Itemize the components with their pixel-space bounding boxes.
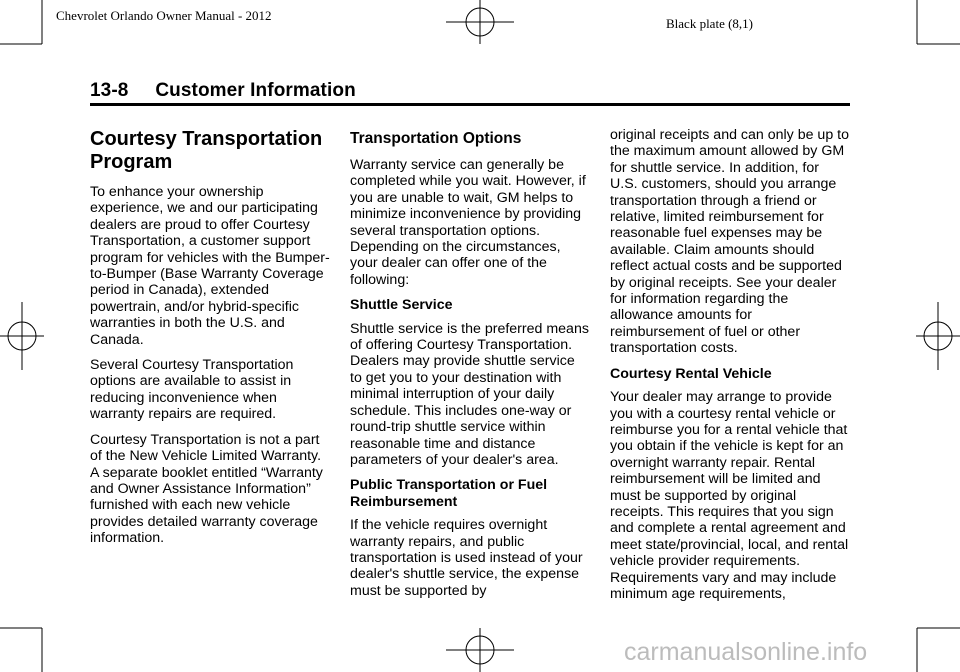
- rental-text: Your dealer may arrange to provide you with a courtesy rental vehicle or reimburse you for a rental vehicle that you obtain if the vehicle is kept for an overnight warranty repair. Rental reimbursement will be limited and must be supported by original receipts. This requires that you sign and complete a rental agreement and meet state/provincial, local, and rental vehicle provider requirements. Requirements vary and may include minimum age requirements,: [610, 389, 849, 602]
- column-1: [90, 128, 330, 556]
- options-title: Transportation Options: [350, 130, 522, 147]
- public-transport-text: If the vehicle requires overnight warranty repairs, and public transportation is used instead of your dealer's shuttle service, the expense must be supported by: [350, 517, 583, 599]
- rental-heading: Courtesy Rental Vehicle: [610, 365, 772, 382]
- section-rule: [90, 103, 850, 106]
- section-heading: 13-8 Customer Information: [90, 80, 356, 101]
- col1-paragraph-1: To enhance your ownership experience, we and our participating dealers are proud to offer Courtesy Transportation, a customer support program for vehicles with the Bumper-to-Bumper (Base Warranty Coverage period in Canada), extended powertrain, and/or hybrid-specific warranties in both the U.S. and Canada.: [90, 184, 330, 348]
- column-3: [610, 127, 850, 611]
- reimbursement-continued-text: original receipts and can only be up to the maximum amount allowed by GM for shuttle service. In addition, for U.S. customers, should you arrange transportation through a friend or relative, limited reimbursement for reasonable fuel expenses may be available. Claim amounts should reflect actual costs and be supported by original receipts. See your dealer for information regarding the allowance amounts for reimbursement of fuel or other transportation costs.: [610, 127, 849, 357]
- column-2: [350, 130, 590, 608]
- plate-label: Black plate (8,1): [666, 16, 753, 31]
- watermark: carmanualsonline.info: [624, 638, 868, 666]
- col1-paragraph-3: Courtesy Transportation is not a part of the New Vehicle Limited Warranty. A separate booklet entitled “Warranty and Owner Assistance Information” furnished with each new vehicle provides detailed warranty coverage information.: [90, 431, 323, 547]
- col1-paragraph-2: Several Courtesy Transportation options are available to assist in reducing inconvenience when warranty repairs are required.: [90, 357, 294, 423]
- program-title: Courtesy Transportation Program: [90, 128, 323, 173]
- manual-title: Chevrolet Orlando Owner Manual - 2012: [56, 8, 272, 23]
- shuttle-text: Shuttle service is the preferred means of offering Courtesy Transportation. Dealers may provide shuttle service to get you to your destination with minimal interruption of your daily schedule. This includes one-way or round-trip shuttle service within reasonable time and distance parameters of your dealer's area.: [350, 320, 589, 468]
- public-transport-heading: Public Transportation or Fuel Reimbursement: [350, 477, 548, 510]
- shuttle-heading: Shuttle Service: [350, 297, 453, 314]
- options-intro: Warranty service can generally be completed while you wait. However, if you are unable to wait, GM helps to minimize inconvenience by providing several transportation options. Depending on the circumstances, your dealer can offer one of the following:: [350, 157, 586, 288]
